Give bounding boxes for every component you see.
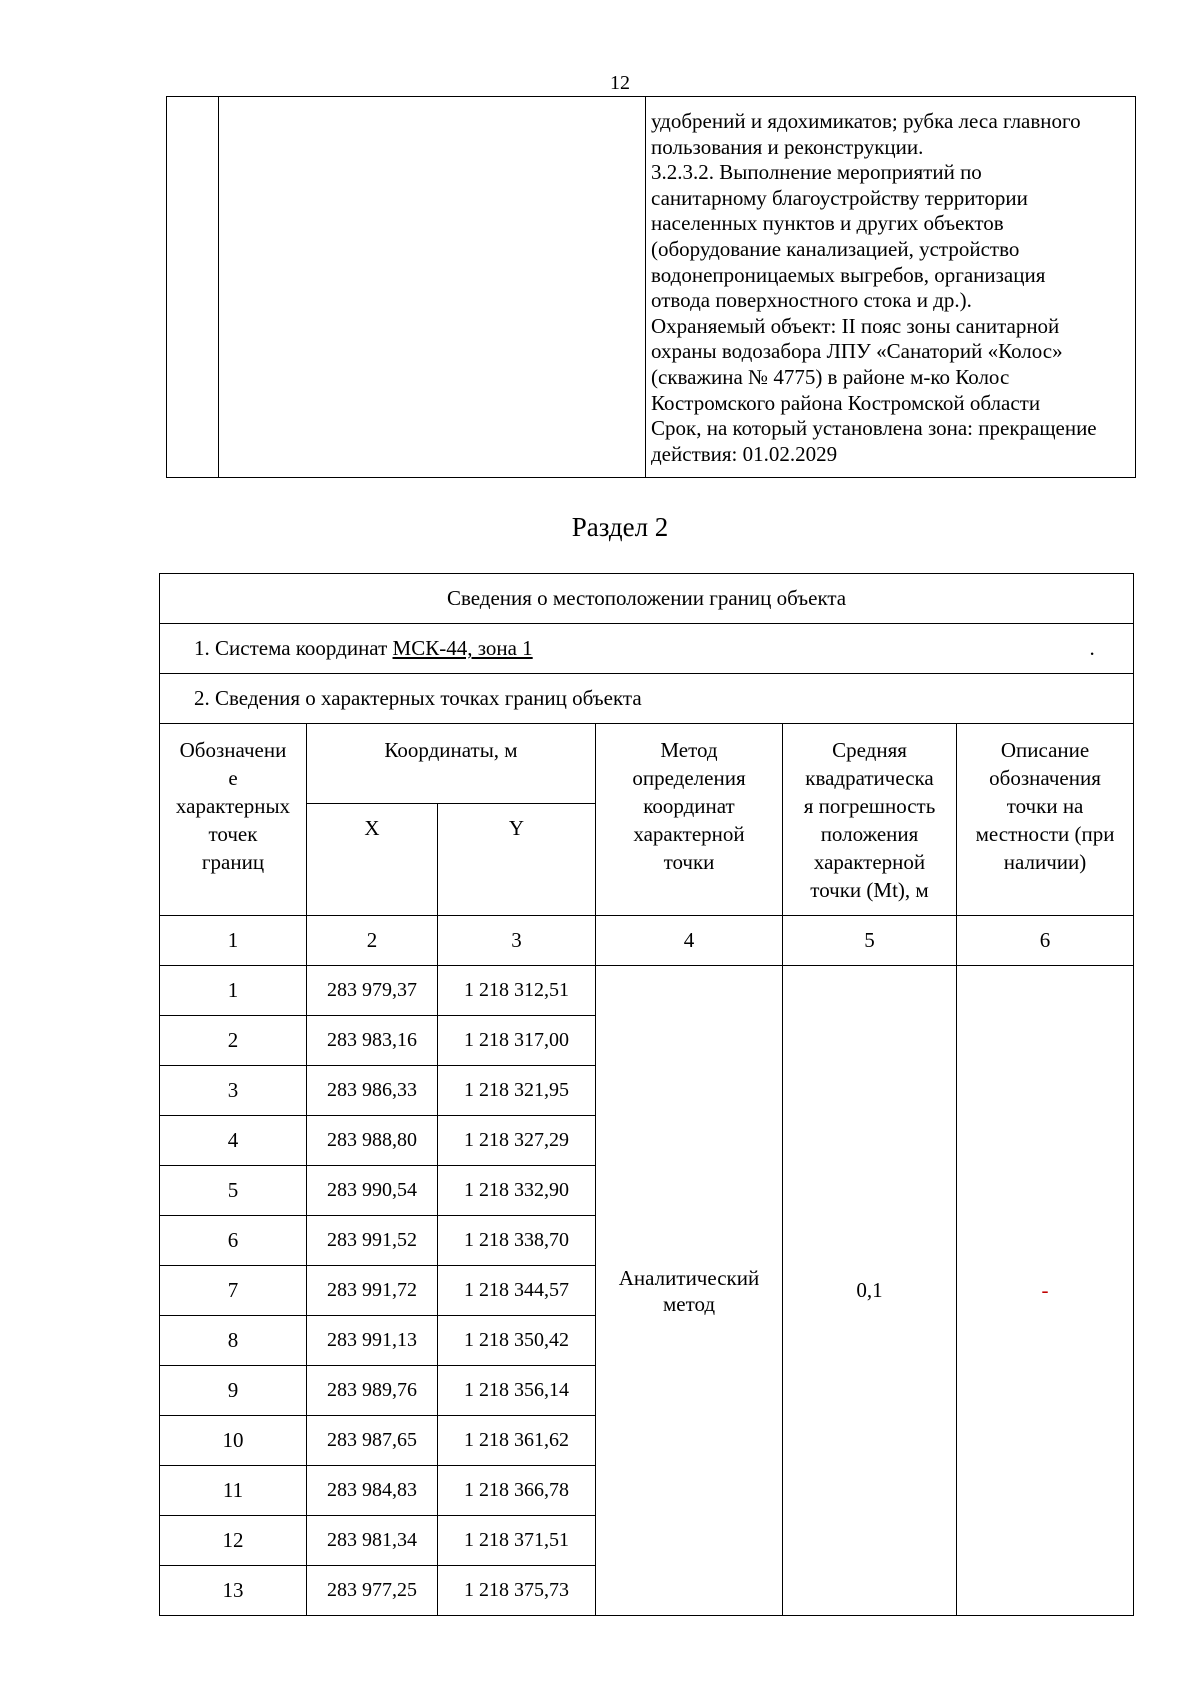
column-number-5: 5 <box>783 916 957 966</box>
coord-x: 283 988,80 <box>307 1116 438 1166</box>
coord-x: 283 989,76 <box>307 1366 438 1416</box>
coord-y: 1 218 361,62 <box>438 1416 596 1466</box>
header-coordinates: Координаты, м <box>307 724 596 804</box>
coord-system-end: . <box>1089 636 1095 660</box>
coord-y: 1 218 344,57 <box>438 1266 596 1316</box>
header-y: Y <box>438 804 596 916</box>
points-label: 2. Сведения о характерных точках границ объекта <box>160 674 1134 724</box>
coord-x: 283 991,52 <box>307 1216 438 1266</box>
point-number: 4 <box>160 1116 307 1166</box>
continuation-text-cell <box>646 97 1136 478</box>
header-method: Метод определения координат характерной точки <box>596 724 783 916</box>
point-number: 3 <box>160 1066 307 1116</box>
table-title: Сведения о местоположении границ объекта <box>160 574 1134 624</box>
point-number: 7 <box>160 1266 307 1316</box>
point-number: 11 <box>160 1466 307 1516</box>
coord-system-label: 1. Система координат <box>194 636 388 660</box>
coord-y: 1 218 332,90 <box>438 1166 596 1216</box>
coord-y: 1 218 366,78 <box>438 1466 596 1516</box>
coord-x: 283 987,65 <box>307 1416 438 1466</box>
point-number: 2 <box>160 1016 307 1066</box>
point-number: 9 <box>160 1366 307 1416</box>
coord-x: 283 991,72 <box>307 1266 438 1316</box>
coord-y: 1 218 327,29 <box>438 1116 596 1166</box>
column-number-1: 1 <box>160 916 307 966</box>
point-number: 10 <box>160 1416 307 1466</box>
coord-x: 283 991,13 <box>307 1316 438 1366</box>
column-number-6: 6 <box>957 916 1134 966</box>
column-number-3: 3 <box>438 916 596 966</box>
header-error: Средняя квадратическа я погрешность положения характерной точки (Mt), м <box>783 724 957 916</box>
coord-x: 283 983,16 <box>307 1016 438 1066</box>
error-cell: 0,1 <box>783 966 957 1616</box>
point-number: 5 <box>160 1166 307 1216</box>
boundary-table <box>159 573 1134 1616</box>
header-description: Описание обозначения точки на местности (при наличии) <box>957 724 1134 916</box>
continuation-empty-cell-1 <box>167 97 219 478</box>
point-number: 8 <box>160 1316 307 1366</box>
coord-y: 1 218 312,51 <box>438 966 596 1016</box>
coord-x: 283 979,37 <box>307 966 438 1016</box>
point-number: 1 <box>160 966 307 1016</box>
point-number: 6 <box>160 1216 307 1266</box>
coord-x: 283 990,54 <box>307 1166 438 1216</box>
column-number-4: 4 <box>596 916 783 966</box>
coord-y: 1 218 356,14 <box>438 1366 596 1416</box>
header-point-designation: Обозначени е характерных точек границ <box>160 724 307 916</box>
coord-system-value-line <box>393 636 1090 661</box>
continuation-empty-cell-2 <box>219 97 646 478</box>
coord-y: 1 218 350,42 <box>438 1316 596 1366</box>
coord-y: 1 218 371,51 <box>438 1516 596 1566</box>
coord-x: 283 981,34 <box>307 1516 438 1566</box>
table-row <box>160 966 1134 1016</box>
continuation-table <box>166 96 1136 478</box>
point-number: 12 <box>160 1516 307 1566</box>
coord-y: 1 218 317,00 <box>438 1016 596 1066</box>
coord-system-row <box>160 624 1134 674</box>
coord-y: 1 218 338,70 <box>438 1216 596 1266</box>
coord-x: 283 977,25 <box>307 1566 438 1616</box>
header-x: X <box>307 804 438 916</box>
continuation-text: удобрений и ядохимикатов; рубка леса главного пользования и реконструкции. 3.2.3.2. Выполнение мероприятий по санитарному благоустройству территории населенных пунктов и других объектов (оборудование канализацией, устройство водонепроницаемых выгребов, организация отвода поверхностного стока и др.). Охраняемый объект: II пояс зоны санитарной охраны водозабора ЛПУ «Санаторий «Колос» (скважина № 4775) в районе м-ко Колос Костромского района Костромской области Срок, на который установлена зона: прекращение действия: 01.02.2029 <box>651 109 1097 466</box>
point-number: 13 <box>160 1566 307 1616</box>
coord-y: 1 218 375,73 <box>438 1566 596 1616</box>
description-cell: - <box>957 966 1134 1616</box>
section-title: Раздел 2 <box>571 512 669 542</box>
coord-x: 283 986,33 <box>307 1066 438 1116</box>
page-number: 12 <box>610 72 630 94</box>
method-cell: Аналитический метод <box>596 966 783 1616</box>
coord-system-value: МСК-44, зона 1 <box>392 636 533 660</box>
column-numbers-row <box>160 916 1134 966</box>
column-number-2: 2 <box>307 916 438 966</box>
coord-y: 1 218 321,95 <box>438 1066 596 1116</box>
coord-x: 283 984,83 <box>307 1466 438 1516</box>
